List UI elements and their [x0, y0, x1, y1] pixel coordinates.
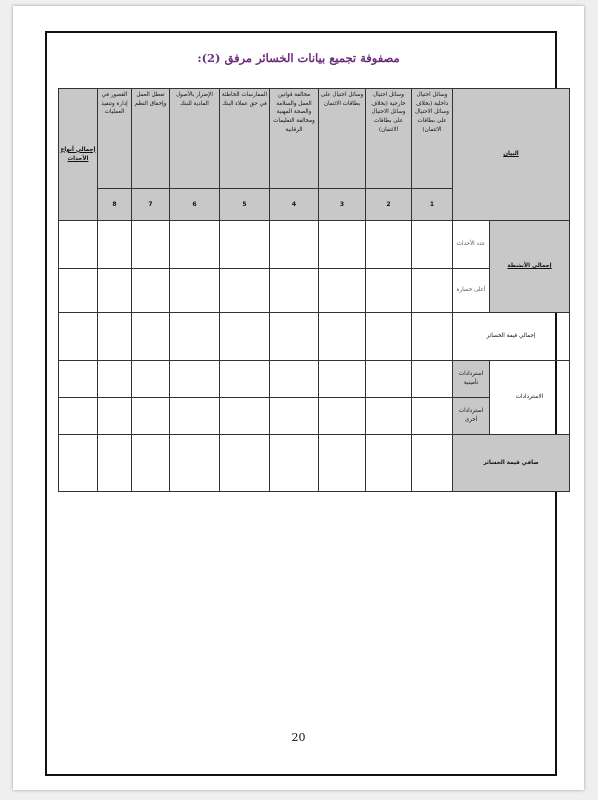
table-cell [59, 269, 98, 313]
table-cell [366, 398, 412, 435]
table-cell [270, 221, 319, 269]
table-cell [132, 435, 170, 492]
column-number: 1 [412, 189, 453, 221]
table-cell [319, 361, 366, 398]
table-cell [319, 398, 366, 435]
table-cell [319, 435, 366, 492]
other-recoveries-label: استردادات أخرى [453, 398, 490, 435]
column-number: 2 [366, 189, 412, 221]
column-header: مخالفة قوانين العمل والسلامة والصحة المهنية ومخالفة التعليمات الرقابية [270, 89, 319, 189]
table-cell [412, 221, 453, 269]
column-number: 3 [319, 189, 366, 221]
table-cell [170, 313, 220, 361]
table-cell [270, 435, 319, 492]
table-cell [319, 221, 366, 269]
column-header: الإضرار بالأصول المادية للبنك [170, 89, 220, 189]
table-cell [98, 435, 132, 492]
table-cell [270, 398, 319, 435]
table-cell [170, 269, 220, 313]
page-title: مصفوفة تجميع بيانات الخسائر مرفق (2): [197, 51, 400, 65]
table-cell [319, 269, 366, 313]
page-number: 20 [291, 731, 306, 744]
table-cell [132, 269, 170, 313]
document-page [13, 6, 584, 790]
table-cell [412, 361, 453, 398]
table-cell [98, 398, 132, 435]
table-cell [98, 313, 132, 361]
table-cell [132, 361, 170, 398]
total-event-types-header: إجمالي أنواع الأحداث [59, 89, 98, 221]
table-cell [132, 221, 170, 269]
column-number: 7 [132, 189, 170, 221]
table-cell [366, 221, 412, 269]
total-loss-value-label: إجمالي قيمة الخسائر [453, 313, 570, 361]
table-row [59, 361, 570, 398]
table-cell [59, 361, 98, 398]
table-cell [98, 269, 132, 313]
table-cell [270, 269, 319, 313]
column-header: وسائل احتيال داخلية (بخلاف وسائل الاحتيال على بطاقات الائتمان) [412, 89, 453, 189]
column-header: وسائل احتيال على بطاقات الائتمان [319, 89, 366, 189]
net-loss-value-label: صافي قيمة الخسائر [453, 435, 570, 492]
column-header: وسائل احتيال خارجية (بخلاف وسائل الاحتيال على بطاقات الائتمان) [366, 89, 412, 189]
header-row [59, 89, 570, 189]
table-row [59, 313, 570, 361]
column-header: الممارسات الخاطئة في حق عملاء البنك [220, 89, 270, 189]
table-cell [366, 361, 412, 398]
loss-data-matrix [58, 88, 570, 492]
table-cell [270, 313, 319, 361]
table-cell [412, 398, 453, 435]
table-cell [319, 313, 366, 361]
column-header: القصور في إدارة وتنفيذ العمليات [98, 89, 132, 189]
table-cell [59, 435, 98, 492]
insurance-recoveries-label: استردادات تأمينية [453, 361, 490, 398]
table-cell [59, 398, 98, 435]
column-number: 8 [98, 189, 132, 221]
recoveries-label: الاستردادات [490, 361, 570, 435]
total-activities-label: إجمالي الأنشطة [490, 221, 570, 313]
column-number: 5 [220, 189, 270, 221]
table-cell [220, 435, 270, 492]
table-cell [412, 313, 453, 361]
table-cell [170, 221, 220, 269]
table-cell [220, 398, 270, 435]
table-cell [98, 221, 132, 269]
event-count-label: عدد الأحداث [453, 221, 490, 269]
table-cell [220, 221, 270, 269]
statement-header: البيان [453, 89, 570, 221]
table-cell [59, 221, 98, 269]
table-cell [220, 269, 270, 313]
table-cell [220, 313, 270, 361]
column-number: 4 [270, 189, 319, 221]
table-cell [170, 435, 220, 492]
table-cell [132, 313, 170, 361]
table-row [59, 435, 570, 492]
table-cell [412, 435, 453, 492]
table-cell [366, 313, 412, 361]
table-cell [366, 435, 412, 492]
table-cell [98, 361, 132, 398]
table-row [59, 221, 570, 269]
table-cell [412, 269, 453, 313]
table-cell [270, 361, 319, 398]
table-cell [366, 269, 412, 313]
table-cell [170, 398, 220, 435]
table-cell [59, 313, 98, 361]
column-number: 6 [170, 189, 220, 221]
highest-loss-label: أعلى خسارة [453, 269, 490, 313]
column-header: تعطل العمل وإخفاق النظم [132, 89, 170, 189]
table-cell [170, 361, 220, 398]
table-cell [132, 398, 170, 435]
table-cell [220, 361, 270, 398]
